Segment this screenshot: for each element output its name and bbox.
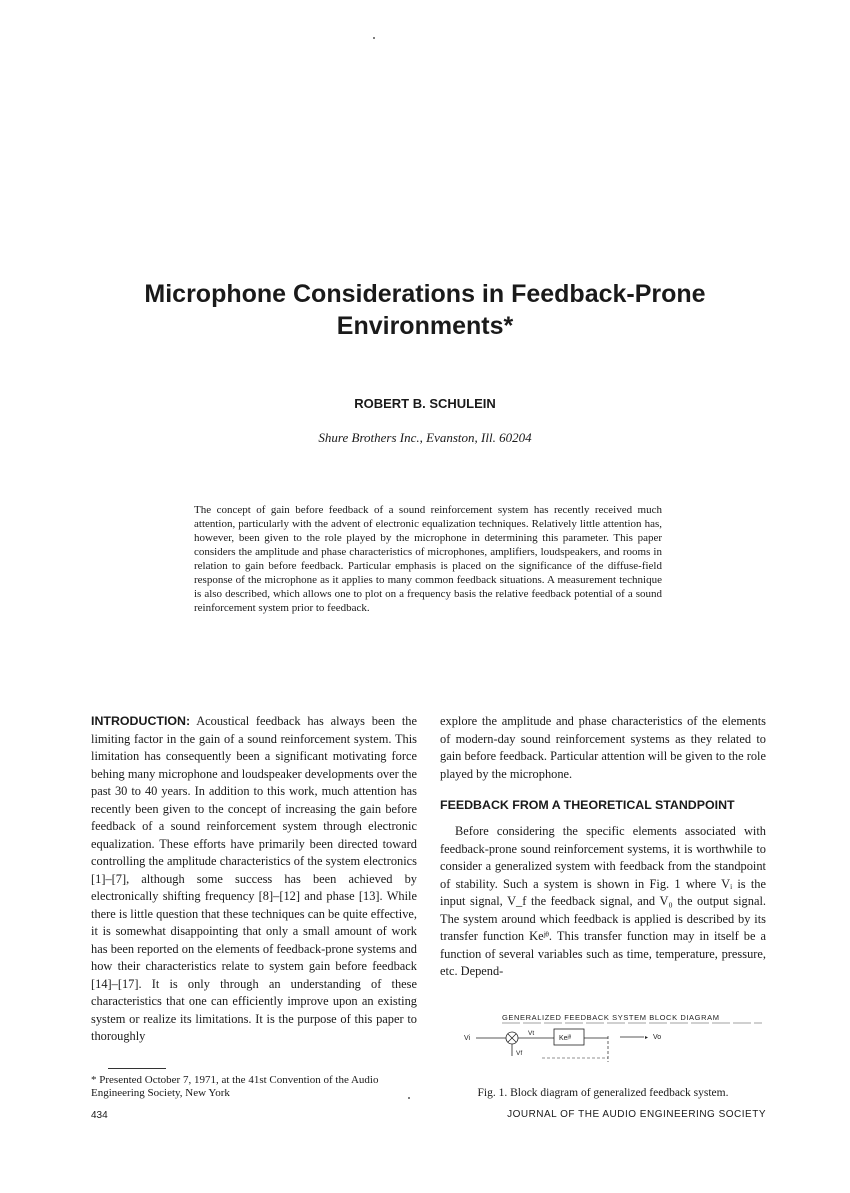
scan-speck [408, 1097, 410, 1099]
intro-continuation: explore the amplitude and phase characteristics of the elements of modern-day sound reinforcement systems as they related to gain before feedback. Particular attention will be given to the role played by the microphone. [440, 714, 766, 781]
author-name: ROBERT B. SCHULEIN [354, 396, 496, 411]
journal-name: JOURNAL OF THE AUDIO ENGINEERING SOCIETY [507, 1109, 766, 1120]
left-column [91, 713, 417, 1046]
footnote: * Presented October 7, 1971, at the 41st Convention of the Audio Engineering Society, New York [91, 1074, 379, 1099]
feedback-label: Vf [516, 1050, 523, 1057]
intro-heading: INTRODUCTION: [91, 714, 191, 728]
diagram-title: GENERALIZED FEEDBACK SYSTEM BLOCK DIAGRAM [502, 1013, 720, 1022]
transfer-function: Keʲᶿ [559, 1035, 572, 1042]
right-column [440, 713, 766, 981]
intro-text: Acoustical feedback has always been the limiting factor in the gain of a sound reinforcement system. This limitation has consequently been a significant motivating force behing many microphone and loudspeaker developments over the past 30 to 40 years. In addition to this work, much attention has recently been given to the concept of increasing the gain before feedback of a sound reinforcement system through electronic equalization. These efforts have primarily been directed toward controlling the amplitude characteristics of the system electronics [1]–[7], although some success has been achieved by electronically shifting frequency [8]–[12] and phase [13]. While there is little question that these techniques can be quite effective, it is somewhat disappointing that only a small amount of work has been reported on the elements of feedback-prone systems and how their characteristics relate to system gain before feedback [14]–[17]. It is only through an understanding of these characteristics that one can efficiently improve upon an existing system or realize its limitations. It is the purpose of this paper to thoroughly [91, 714, 418, 1043]
figure-caption: Fig. 1. Block diagram of generalized feedback system. [477, 1087, 729, 1099]
paper-title: Microphone Considerations in Feedback-Prone Environments* [144, 280, 706, 340]
block-diagram [462, 1010, 772, 1066]
section-heading: FEEDBACK FROM A THEORETICAL STANDPOINT [440, 798, 735, 812]
input-label: Vi [464, 1035, 471, 1042]
section-text: Before considering the specific elements associated with feedback-prone sound reinforcement systems, it is worthwhile to consider a generalized system with feedback from the standpoint of stability. Such a system is shown in Fig. 1 where Vᵢ is the input signal, V_f the feedback signal, and V₀ the output signal. The system around which feedback is applied is described by its transfer function Keʲᶿ. This transfer function may in itself be a function of several variables such as time, temperature, pressure, etc. Depend- [440, 824, 766, 978]
output-label: Vo [653, 1034, 662, 1041]
error-label: Vt [528, 1030, 535, 1037]
abstract: The concept of gain before feedback of a sound reinforcement system has recently received much attention, particularly with the advent of electronic equalization techniques. Relatively little attention has, however, been given to the role played by the microphone in determining this parameter. This paper considers the amplitude and phase characteristics of microphones, amplifiers, loudspeakers, and rooms in relation to gain before feedback. Particular emphasis is placed on the significance of the diffuse-field response of the microphone as it applies to many common feedback situations. A measurement technique is also described, which allows one to plot on a frequency basis the relative feedback potential of a sound reinforcement system prior to feedback. [194, 504, 662, 614]
intro-paragraph [91, 713, 417, 1046]
author-affiliation: Shure Brothers Inc., Evanston, Ill. 60204 [318, 430, 532, 445]
output-arrow-head: ▸ [645, 1034, 649, 1041]
footnote-rule [108, 1068, 166, 1069]
scan-speck [373, 37, 375, 39]
page-number: 434 [91, 1110, 108, 1121]
